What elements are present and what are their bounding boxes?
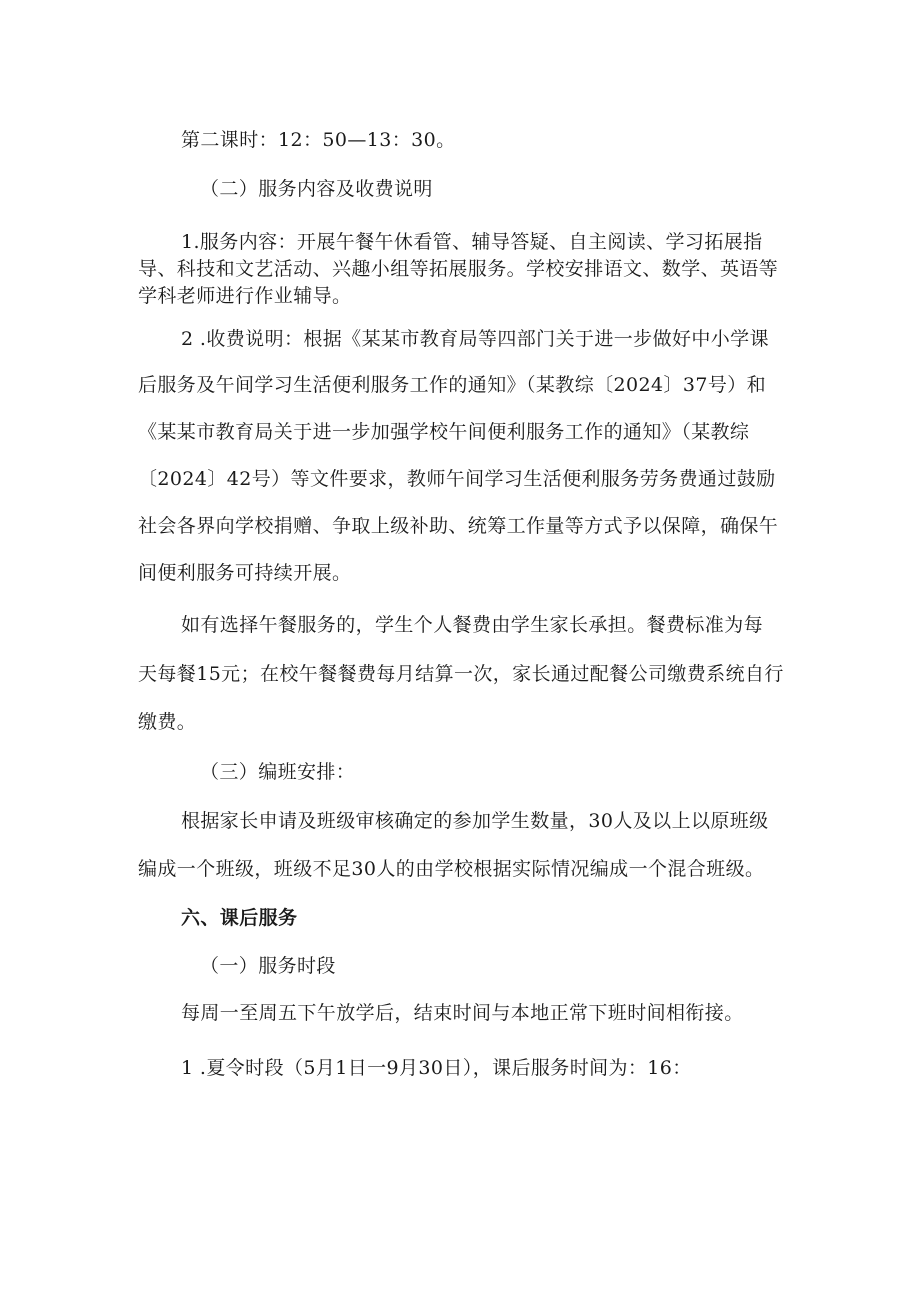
section-heading-after-school-service: 六、课后服务 — [181, 907, 298, 929]
paragraph-line-summer-schedule: 1 .夏令时段（5月1日一9月30日），课后服务时间为：16： — [181, 1057, 692, 1079]
paragraph-line: 后服务及午间学习生活便利服务工作的通知》（某教综〔2024〕37号）和 — [138, 374, 767, 396]
paragraph-line: 学科老师进行作业辅导。 — [138, 285, 352, 307]
paragraph-line: 如有选择午餐服务的，学生个人餐费由学生家长承担。餐费标准为每 — [181, 614, 764, 636]
paragraph-line: 编成一个班级，班级不足30人的由学校根据实际情况编成一个混合班级。 — [138, 858, 765, 880]
paragraph-line: 社会各界向学校捐赠、争取上级补助、统筹工作量等方式予以保障，确保午 — [138, 515, 779, 537]
paragraph-line: 导、科技和文艺活动、兴趣小组等拓展服务。学校安排语文、数学、英语等 — [138, 258, 779, 280]
paragraph-line: 根据家长申请及班级审核确定的参加学生数量，30人及以上以原班级 — [181, 810, 769, 832]
section-heading-service-content: （二）服务内容及收费说明 — [200, 178, 433, 200]
paragraph-line: 2 .收费说明：根据《某某市教育局等四部门关于进一步做好中小学课 — [181, 328, 769, 350]
paragraph-line-class-period-2: 第二课时：12：50—13：30。 — [181, 129, 456, 151]
paragraph-line: 缴费。 — [138, 711, 197, 733]
section-heading-class-arrangement: （三）编班安排： — [200, 761, 356, 783]
paragraph-line: 〔2024〕42号）等文件要求，教师午间学习生活便利服务劳务费通过鼓励 — [138, 468, 776, 490]
paragraph-line: 1.服务内容：开展午餐午休看管、辅导答疑、自主阅读、学习拓展指 — [181, 231, 763, 253]
paragraph-line: 天每餐15元；在校午餐餐费每月结算一次，家长通过配餐公司缴费系统自行 — [138, 663, 784, 685]
paragraph-line: 每周一至周五下午放学后，结束时间与本地正常下班时间相衔接。 — [181, 1002, 744, 1024]
section-heading-service-period: （一）服务时段 — [200, 955, 336, 977]
paragraph-line: 《某某市教育局关于进一步加强学校午间便利服务工作的通知》（某教综 — [138, 421, 750, 443]
paragraph-line: 间便利服务可持续开展。 — [138, 562, 352, 584]
